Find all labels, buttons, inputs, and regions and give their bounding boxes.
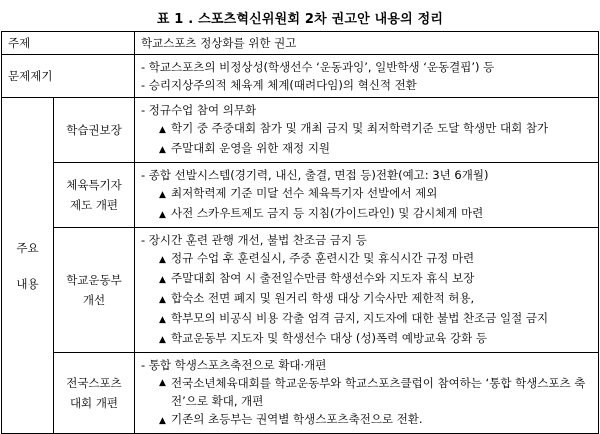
list-item-text: 전국소년체육대회를 학교운동부와 학교스포츠클럽이 참여하는 ‘통합 학생스포츠 축전’으로 확대, 개편 <box>171 376 586 408</box>
triangle-bullet-icon: ▲ <box>159 295 166 305</box>
table-row-topic <box>2 32 599 55</box>
section-content <box>135 228 599 353</box>
triangle-bullet-icon: ▲ <box>159 416 166 426</box>
list-item-text: 주말대회 운영을 위한 재정 지원 <box>171 141 331 155</box>
list-item <box>141 119 592 139</box>
main-label-line: 내용 <box>16 276 39 291</box>
main-content-label <box>2 98 54 434</box>
triangle-bullet-icon: ▲ <box>159 315 166 325</box>
main-label-line: 주요 <box>16 240 39 255</box>
section-label <box>54 98 135 163</box>
section-label-line: 체육특기자 <box>66 178 122 192</box>
triangle-bullet-icon: ▲ <box>159 190 166 200</box>
list-item-text: 기존의 초등부는 권역별 학생스포츠축전으로 전환. <box>171 412 423 426</box>
section-label-line: 대회 개편 <box>69 396 119 410</box>
table-row-section <box>2 228 599 353</box>
list-item-text: 정규 수업 후 훈련실시, 주중 훈련시간 및 휴식시간 규정 마련 <box>171 251 475 265</box>
section-head: - 정규수업 참여 의무화 <box>141 103 257 117</box>
list-item <box>141 410 592 430</box>
row-content-topic: 학교스포츠 정상화를 위한 권고 <box>135 32 599 55</box>
section-label <box>54 353 135 434</box>
list-item-text: 사전 스카우트제도 금지 등 지침(가이드라인) 및 감시체계 마련 <box>171 206 484 220</box>
table-row-section <box>2 353 599 434</box>
section-head: - 통합 학생스포츠축전으로 확대·개편 <box>141 358 327 372</box>
table-row-section <box>2 163 599 228</box>
section-label-line: 학습권보장 <box>66 123 122 137</box>
triangle-bullet-icon: ▲ <box>159 275 166 285</box>
triangle-bullet-icon: ▲ <box>159 145 166 155</box>
section-label-line: 학교운동부 <box>66 273 122 287</box>
table-title: 표 1 . 스포츠혁신위원회 2차 권고안 내용의 정리 <box>156 12 444 27</box>
list-item <box>141 269 592 289</box>
section-label-line: 전국스포츠 <box>66 376 122 390</box>
list-item-text: 학교운동부 지도자 및 학생선수 대상 (성)폭력 예방교육 강화 등 <box>171 331 487 345</box>
list-item-text: 주말대회 참여 시 출전일수만큼 학생선수와 지도자 휴식 보장 <box>171 271 475 285</box>
problem-line: - 승리지상주의적 체육계 체계(때려다임)의 혁신적 전환 <box>141 78 417 92</box>
list-item <box>141 289 592 309</box>
section-label <box>54 228 135 353</box>
triangle-bullet-icon: ▲ <box>159 378 166 388</box>
triangle-bullet-icon: ▲ <box>159 255 166 265</box>
problem-line: - 학교스포츠의 비정상성(학생선수 ‘운동과잉’, 일반학생 ‘운동결핍’) 등 <box>141 60 495 74</box>
section-content <box>135 98 599 163</box>
triangle-bullet-icon: ▲ <box>159 335 166 345</box>
table-row-problem <box>2 55 599 98</box>
section-head: - 종합 선발시스템(경기력, 내신, 출결, 면접 등)전환(예고: 3년 6개월) <box>141 168 489 182</box>
list-item-text: 학기 중 주중대회 참가 및 개최 금지 및 최저학력기준 도달 학생만 대회 참가 <box>171 121 549 135</box>
list-item-text: 학부모의 비공식 비용 각출 엄격 금지, 지도자에 대한 불법 찬조금 일절 금지 <box>171 311 549 325</box>
triangle-bullet-icon: ▲ <box>159 210 166 220</box>
section-content <box>135 163 599 228</box>
summary-table <box>1 31 599 434</box>
row-content-problem <box>135 55 599 98</box>
list-item <box>141 374 592 410</box>
row-label-topic: 주제 <box>2 32 135 55</box>
triangle-bullet-icon: ▲ <box>159 125 166 135</box>
list-item <box>141 139 592 159</box>
list-item-text: 최저학력제 기준 미달 선수 체육특기자 선발에서 제외 <box>171 186 438 200</box>
list-item-text: 합숙소 전면 폐지 및 원거리 학생 대상 기숙사만 제한적 허용, <box>171 291 475 305</box>
row-label-problem: 문제제기 <box>2 55 135 98</box>
list-item <box>141 309 592 329</box>
table-row-section <box>2 98 599 163</box>
list-item <box>141 204 592 224</box>
list-item <box>141 184 592 204</box>
section-label <box>54 163 135 228</box>
section-label-line: 개선 <box>82 293 106 307</box>
section-label-line: 제도 개편 <box>69 198 119 212</box>
section-content <box>135 353 599 434</box>
list-item <box>141 249 592 269</box>
list-item <box>141 329 592 349</box>
section-head: - 장시간 훈련 관행 개선, 불법 찬조금 금지 등 <box>141 233 367 247</box>
